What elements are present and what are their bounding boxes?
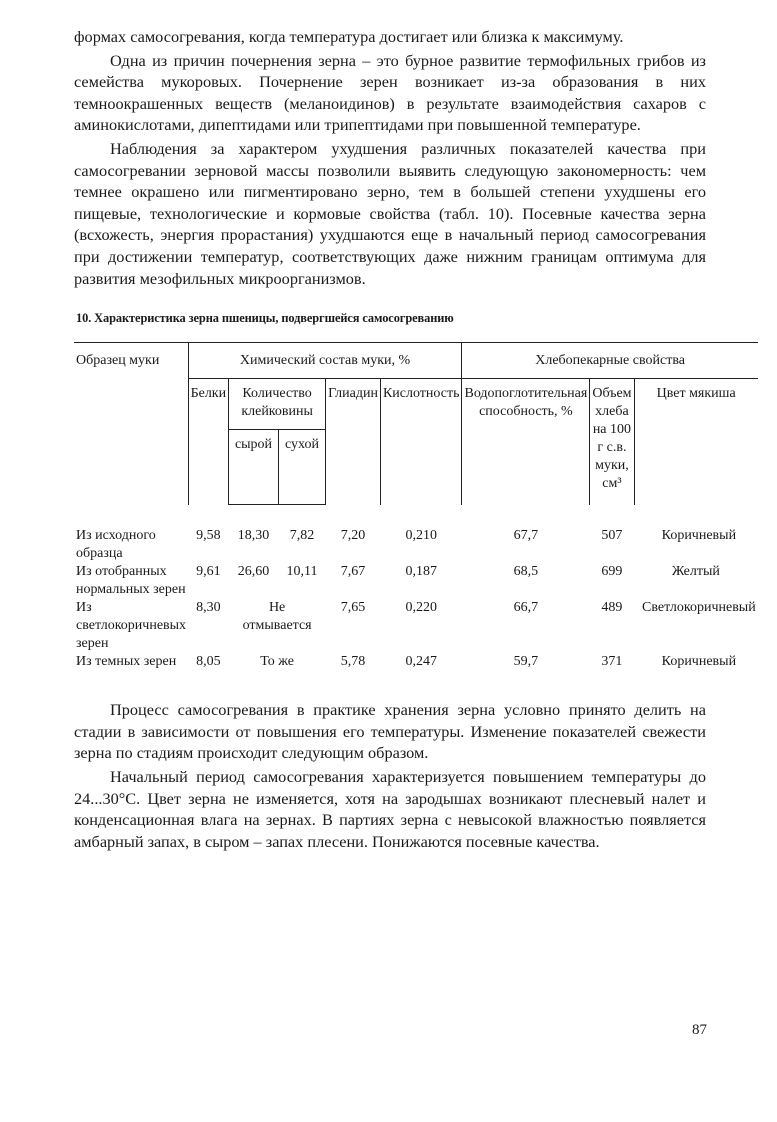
paragraph-1: формах самосогревания, когда температура достигает или близка к максимуму.: [74, 27, 624, 46]
header-sample: Образец муки: [74, 343, 188, 505]
page-body: [74, 26, 756, 852]
table-row: Из темных зерен 8,05 То же 5,78 0,247 59,7 371 Коричневый: [76, 654, 737, 670]
header-protein: Белки: [188, 379, 229, 505]
table-row: Из светлокоричневых зерен 8,30 Не отмывается 7,65 0,220 66,7 489 Светлокоричневый: [76, 600, 756, 652]
table-row: Из исходного образца 9,58 18,30 7,82 7,20 0,210 67,7 507 Коричневый: [76, 528, 737, 562]
paragraph-4: Процесс самосогревания в практике хранения зерна условно принято делить на стадии в зависимости от повышения его температуры. Изменение показателей свежести зерна по стадиям происходит следующим образом.: [74, 700, 706, 763]
header-chem-group: Химический состав муки, %: [188, 343, 462, 379]
header-acidity: Кислотность: [380, 379, 462, 505]
paragraph-3: Наблюдения за характером ухудшения различных показателей качества при самосогревании зерновой массы позволили выявить следующую закономерность: чем темнее окрашено или пигментировано зерно, тем в большей степени ухудшены его пищевые, технологические и кормовые свойства (табл. 10). Посевные качества зерна (всхожесть, энергия прорастания) ухудшаются еще в начальный период самосогревания при достижении температур, соответствующих даже нижним границам оптимума для развития мезофильных микроорганизмов.: [74, 138, 706, 288]
paragraph-5: Начальный период самосогревания характеризуется повышением температуры до 24...30°С. Цвет зерна не изменяется, хотя на зародышах возникают плесневый налет и конденсационная влага на зернах. В партиях зерна с невысокой влажностью появляется амбарный запах, в сыром – запах плесени. Понижаются посевные качества.: [74, 766, 706, 851]
header-gluten-raw: сырой: [229, 430, 279, 505]
header-water-absorption: Водопоглотительная способность, %: [462, 379, 590, 505]
page-number: 87: [692, 1022, 707, 1038]
header-crumb-color: Цвет мякиша: [634, 379, 758, 505]
header-baking-group: Хлебопекарные свойства: [462, 343, 758, 379]
header-gliadin: Глиадин: [326, 379, 381, 505]
table-row: Из отобранных нормальных зерен 9,61 26,60 10,11 7,67 0,187 68,5 699 Желтый: [76, 564, 720, 598]
table-title: 10. Характеристика зерна пшеницы, подвергшейся самосогреванию: [76, 311, 454, 326]
paragraph-2: Одна из причин почернения зерна – это бурное развитие термофильных грибов из семейства мукоровых. Почернение зерен возникает из-за образования в них темноокрашенных веществ (меланоидинов) в результате взаимодействия сахаров с аминокислотами, дипептидами или трипептидами при повышенной температуре.: [74, 50, 706, 135]
data-table: [74, 342, 758, 671]
header-bread-volume: Объем хлеба на 100 г с.в. муки, см³: [590, 379, 634, 505]
header-gluten: Количество клейковины: [229, 379, 326, 430]
header-gluten-dry: сухой: [278, 430, 325, 505]
